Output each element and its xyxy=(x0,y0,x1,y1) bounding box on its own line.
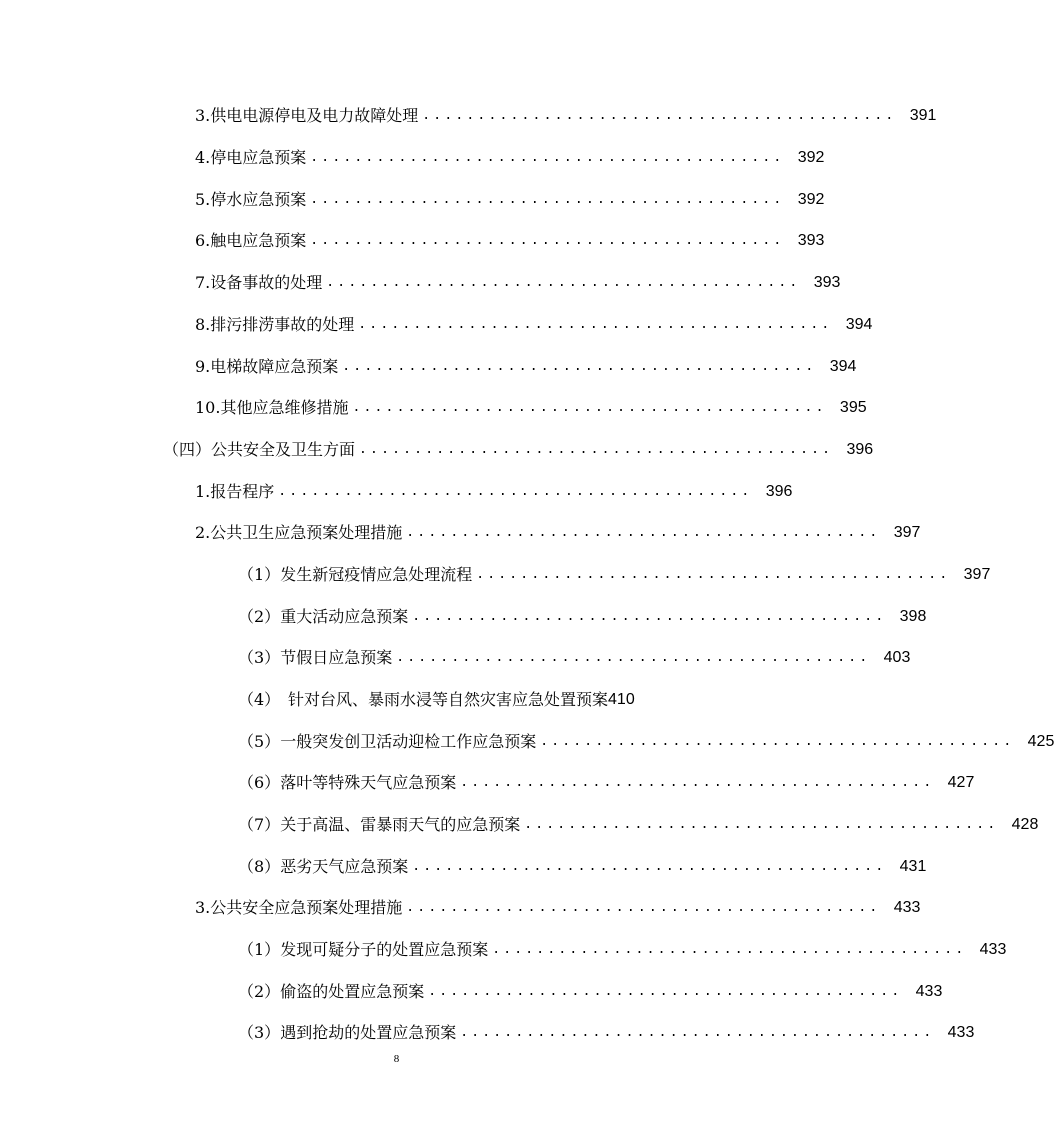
toc-entry-number: 3. xyxy=(195,898,211,917)
toc-entry-title: 关于高温、雷暴雨天气的应急预案 xyxy=(280,815,521,834)
toc-entry[interactable] xyxy=(238,646,911,670)
toc-leader-dots: ........................................... xyxy=(358,317,833,332)
toc-entry-number: 5. xyxy=(195,190,211,209)
toc-entry-title: 设备事故的处理 xyxy=(210,273,323,292)
toc-entry-number: 1. xyxy=(195,482,211,501)
toc-leader-dots: ........................................... xyxy=(524,817,999,832)
toc-entry-number: （3） xyxy=(238,648,281,667)
toc-leader-dots: ........................................... xyxy=(310,150,785,165)
toc-entry-page: 394 xyxy=(845,316,873,333)
toc-entry[interactable] xyxy=(238,688,691,712)
toc-entry-page: 425 xyxy=(1027,733,1054,750)
toc-leader-dots: ........................................... xyxy=(428,984,903,999)
toc-entry-page: 392 xyxy=(797,149,825,166)
toc-entry-title: 落叶等特殊天气应急预案 xyxy=(280,773,457,792)
toc-entry[interactable] xyxy=(238,730,1054,754)
toc-leader-dots: ........................................... xyxy=(396,650,871,665)
toc-entry[interactable] xyxy=(195,313,873,337)
toc-entry[interactable] xyxy=(238,605,927,629)
toc-entry-number: （1） xyxy=(238,940,281,959)
toc-leader-dots: ........................................... xyxy=(406,525,881,540)
toc-entry-number: 8. xyxy=(195,315,211,334)
toc-entry-title: 针对台风、暴雨水浸等自然灾害应急处置预案 xyxy=(288,690,609,709)
toc-entry-number: （2） xyxy=(238,982,281,1001)
toc-entry-number: 7. xyxy=(195,273,211,292)
toc-entry[interactable] xyxy=(195,229,825,253)
toc-leader-dots: ........................................... xyxy=(412,859,887,874)
toc-entry[interactable] xyxy=(238,813,1039,837)
toc-leader-dots: ........................................... xyxy=(310,233,785,248)
toc-entry-page: 392 xyxy=(797,191,825,208)
toc-entry[interactable] xyxy=(195,480,793,504)
toc-entry-number: （5） xyxy=(238,732,281,751)
toc-leader-dots: ........................................... xyxy=(460,775,935,790)
toc-entry[interactable] xyxy=(195,146,825,170)
toc-entry[interactable] xyxy=(195,188,825,212)
toc-entry-number: 10. xyxy=(195,398,221,417)
toc-entry-title: 电梯故障应急预案 xyxy=(210,357,339,376)
toc-leader-dots: ........................................... xyxy=(342,359,817,374)
toc-leader-dots: ........................................... xyxy=(310,192,785,207)
toc-entry[interactable] xyxy=(163,438,874,462)
toc-leader-dots: ........................................... xyxy=(352,400,827,415)
toc-entry-title: 公共安全应急预案处理措施 xyxy=(210,898,403,917)
toc-entry-page: 433 xyxy=(947,1024,975,1041)
toc-entry-number: （3） xyxy=(238,1023,281,1042)
toc-leader-dots: ........................................... xyxy=(460,1025,935,1040)
toc-leader-dots: ........................................... xyxy=(278,484,753,499)
toc-entry-title: 一般突发创卫活动迎检工作应急预案 xyxy=(280,732,537,751)
toc-leader-dots: ........................................... xyxy=(422,108,897,123)
toc-entry-title: 停电应急预案 xyxy=(210,148,307,167)
toc-leader-dots: ........................................... xyxy=(492,942,967,957)
toc-entry-number: （四） xyxy=(163,440,212,459)
toc-entry-title: 报告程序 xyxy=(210,482,275,501)
toc-entry-page: 393 xyxy=(797,232,825,249)
toc-leader-dots: ........................................... xyxy=(406,900,881,915)
toc-entry[interactable] xyxy=(195,896,921,920)
toc-entry-title: 触电应急预案 xyxy=(210,231,307,250)
toc-entry-number: 9. xyxy=(195,357,211,376)
toc-entry[interactable] xyxy=(195,521,921,545)
toc-entry-page: 433 xyxy=(893,899,921,916)
toc-entry[interactable] xyxy=(238,771,975,795)
toc-entry[interactable] xyxy=(195,396,867,420)
toc-entry[interactable] xyxy=(238,855,927,879)
toc-entry-page: 397 xyxy=(893,524,921,541)
toc-entry-title: 重大活动应急预案 xyxy=(280,607,409,626)
toc-entry-page: 396 xyxy=(765,483,793,500)
toc-entry-number: 2. xyxy=(195,523,211,542)
toc-entry-page: 410 xyxy=(608,691,635,708)
toc-leader-dots: ........................................... xyxy=(476,567,951,582)
toc-entry-page: 397 xyxy=(963,566,991,583)
toc-entry-title: 遇到抢劫的处置应急预案 xyxy=(280,1023,457,1042)
toc-entry-number: （4） xyxy=(238,690,281,709)
toc-entry-number: （2） xyxy=(238,607,281,626)
toc-entry-title: 停水应急预案 xyxy=(210,190,307,209)
toc-entry-page: 427 xyxy=(947,774,975,791)
toc-entry-page: 391 xyxy=(909,107,937,124)
toc-entry-number: 4. xyxy=(195,148,211,167)
toc-leader-dots: ........................................... xyxy=(359,442,834,457)
toc-leader-dots: ........................................... xyxy=(412,609,887,624)
toc-entry-title: 偷盗的处置应急预案 xyxy=(280,982,425,1001)
toc-entry-page: 396 xyxy=(846,441,874,458)
page-number: 8 xyxy=(393,1053,400,1065)
toc-entry[interactable] xyxy=(238,980,943,1004)
toc-entry-title: 其他应急维修措施 xyxy=(220,398,349,417)
toc-entry-number: 6. xyxy=(195,231,211,250)
toc-entry-page: 403 xyxy=(883,649,911,666)
toc-entry[interactable] xyxy=(195,271,841,295)
toc-entry-number: （7） xyxy=(238,815,281,834)
toc-entry-page: 433 xyxy=(915,983,943,1000)
toc-entry-number: （8） xyxy=(238,857,281,876)
toc-entry-page: 398 xyxy=(899,608,927,625)
toc-entry-number: （1） xyxy=(238,565,281,584)
toc-leader-dots: ........................................... xyxy=(540,734,1015,749)
toc-entry-title: 排污排涝事故的处理 xyxy=(210,315,355,334)
toc-entry-title: 节假日应急预案 xyxy=(280,648,393,667)
toc-entry[interactable] xyxy=(195,104,937,128)
toc-entry[interactable] xyxy=(238,1021,975,1045)
toc-entry-number: 3. xyxy=(195,106,211,125)
toc-entry-title: 供电电源停电及电力故障处理 xyxy=(210,106,419,125)
toc-entry-page: 431 xyxy=(899,858,927,875)
toc-entry-title: 发现可疑分子的处置应急预案 xyxy=(280,940,489,959)
toc-entry-page: 433 xyxy=(979,941,1007,958)
toc-entry[interactable] xyxy=(238,563,991,587)
toc-entry-title: 恶劣天气应急预案 xyxy=(280,857,409,876)
toc-entry-page: 395 xyxy=(839,399,867,416)
toc-entry-page: 428 xyxy=(1011,816,1039,833)
toc-leader-dots: ........................................... xyxy=(326,275,801,290)
toc-entry[interactable] xyxy=(238,938,1007,962)
toc-entry-page: 394 xyxy=(829,358,857,375)
toc-entry-number: （6） xyxy=(238,773,281,792)
toc-entry-title: 公共卫生应急预案处理措施 xyxy=(210,523,403,542)
toc-entry-title: 公共安全及卫生方面 xyxy=(211,440,356,459)
toc-entry-page: 393 xyxy=(813,274,841,291)
toc-entry-title: 发生新冠疫情应急处理流程 xyxy=(280,565,473,584)
toc-entry[interactable] xyxy=(195,355,857,379)
